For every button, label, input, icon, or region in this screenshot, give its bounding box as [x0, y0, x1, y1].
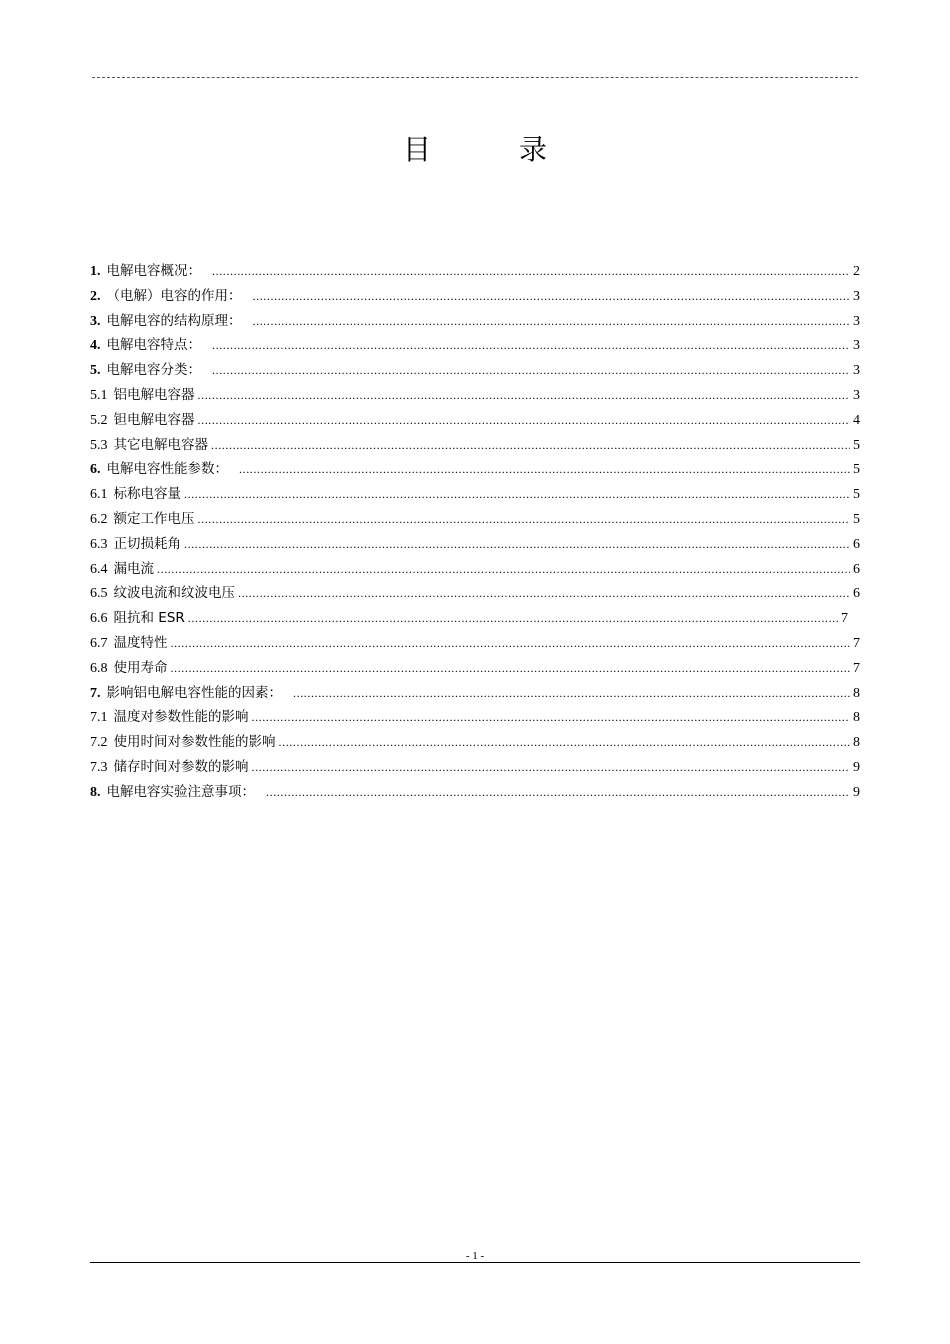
toc-dot-leader	[293, 684, 850, 702]
toc-entry-page: 5	[853, 437, 860, 453]
toc-entry-label: 漏电流	[113, 560, 154, 577]
toc-entry[interactable]	[90, 411, 860, 436]
toc-entry-number: 6.	[90, 462, 101, 478]
toc-entry-label: 铝电解电容器	[113, 386, 195, 403]
toc-entry-label: 电解电容概况：	[106, 263, 201, 279]
toc-entry-page: 5	[853, 462, 860, 478]
toc-dot-leader	[184, 485, 850, 503]
toc-entry-number: 2.	[90, 288, 101, 304]
toc-entry[interactable]	[90, 312, 860, 337]
toc-entry[interactable]	[90, 584, 860, 609]
toc-entry-page: 6	[853, 536, 860, 552]
toc-dot-leader	[184, 535, 850, 553]
toc-entry-label: 额定工作电压	[113, 510, 195, 527]
toc-entry-page: 3	[853, 387, 860, 403]
footer-rule	[90, 1262, 860, 1263]
toc-entry[interactable]	[90, 560, 860, 585]
toc-entry-label: 使用寿命	[113, 659, 168, 676]
toc-entry[interactable]	[90, 287, 860, 312]
toc-entry-page: 3	[853, 288, 860, 304]
toc-entry[interactable]	[90, 758, 860, 783]
toc-entry[interactable]	[90, 436, 860, 461]
toc-entry[interactable]	[90, 361, 860, 386]
toc-entry-page: 7	[841, 611, 848, 627]
toc-entry-page: 7	[853, 660, 860, 676]
toc-entry[interactable]	[90, 336, 860, 361]
toc-entry-number: 6.3	[90, 536, 108, 552]
toc-entry-number: 4.	[90, 338, 101, 354]
toc-entry-page: 8	[853, 735, 860, 751]
toc-entry-label: 电解电容性能参数：	[106, 461, 228, 478]
table-of-contents	[90, 262, 860, 808]
toc-entry-page: 8	[853, 710, 860, 726]
toc-entry[interactable]	[90, 783, 860, 808]
toc-entry-page: 6	[853, 586, 860, 602]
toc-dot-leader	[171, 659, 851, 677]
toc-entry-page: 5	[853, 487, 860, 503]
toc-entry[interactable]	[90, 485, 860, 510]
toc-dot-leader	[212, 336, 850, 354]
toc-entry-page: 3	[853, 338, 860, 354]
toc-dot-leader	[212, 262, 850, 280]
toc-dot-leader	[238, 584, 850, 602]
toc-entry[interactable]	[90, 733, 860, 758]
toc-entry-label: 使用时间对参数性能的影响	[113, 734, 276, 751]
toc-entry[interactable]	[90, 684, 860, 709]
toc-entry-label: 影响铝电解电容性能的因素：	[106, 684, 282, 701]
toc-entry-number: 7.	[90, 685, 101, 701]
toc-title: 目 录	[402, 133, 577, 166]
toc-entry[interactable]	[90, 708, 860, 733]
toc-entry-number: 5.3	[90, 437, 108, 453]
toc-entry-page: 3	[853, 363, 860, 379]
toc-dot-leader	[253, 312, 851, 330]
toc-dot-leader	[252, 758, 851, 776]
toc-entry-label: 电解电容分类：	[106, 362, 201, 379]
toc-dot-leader	[253, 287, 851, 305]
toc-dot-leader	[198, 386, 851, 404]
toc-entry-page: 5	[853, 511, 860, 527]
toc-entry[interactable]	[90, 634, 860, 659]
toc-entry[interactable]	[90, 460, 860, 485]
toc-entry-page: 9	[853, 784, 860, 800]
toc-entry-label: 阻抗和 ESR	[113, 610, 185, 627]
toc-dot-leader	[212, 361, 850, 379]
toc-entry-number: 8.	[90, 784, 101, 800]
toc-entry-page: 4	[853, 412, 860, 428]
toc-entry-number: 7.3	[90, 759, 108, 775]
toc-entry[interactable]	[90, 659, 860, 684]
toc-entry-label: 电解电容的结构原理：	[106, 312, 242, 329]
toc-entry-label: 正切损耗角	[113, 535, 181, 552]
toc-entry-page: 9	[853, 759, 860, 775]
toc-entry-page: 3	[853, 313, 860, 329]
toc-dot-leader	[279, 733, 851, 751]
toc-dot-leader	[266, 783, 850, 801]
page-number-footer: - 1 -	[465, 1250, 485, 1262]
toc-entry[interactable]	[90, 609, 860, 634]
toc-entry-number: 5.1	[90, 387, 108, 403]
toc-entry-number: 6.5	[90, 586, 108, 602]
toc-dot-leader	[198, 411, 851, 429]
toc-entry-label: 电解电容实验注意事项：	[106, 783, 255, 800]
toc-entry-number: 6.6	[90, 611, 108, 627]
toc-dot-leader	[188, 609, 838, 627]
toc-entry-label: 温度对参数性能的影响	[113, 709, 249, 726]
toc-entry-page: 8	[853, 685, 860, 701]
toc-entry-label: （电解）电容的作用：	[106, 287, 242, 304]
toc-entry-number: 5.	[90, 363, 101, 379]
toc-entry-label: 钽电解电容器	[113, 411, 195, 428]
toc-entry-number: 6.1	[90, 487, 108, 503]
toc-entry-number: 7.2	[90, 735, 108, 751]
toc-entry-number: 6.8	[90, 660, 108, 676]
toc-entry-label: 其它电解电容器	[113, 436, 208, 453]
toc-entry[interactable]	[90, 510, 860, 535]
toc-entry-number: 7.1	[90, 710, 108, 726]
toc-dot-leader	[157, 560, 850, 578]
toc-entry-label: 温度特性	[113, 634, 168, 651]
header-dashed-rule	[92, 77, 858, 78]
toc-entry-number: 6.2	[90, 511, 108, 527]
toc-entry-number: 3.	[90, 313, 101, 329]
toc-entry[interactable]	[90, 262, 860, 287]
toc-entry-number: 5.2	[90, 412, 108, 428]
toc-entry-number: 1.	[90, 264, 101, 279]
toc-dot-leader	[198, 510, 851, 528]
toc-dot-leader	[211, 436, 850, 454]
toc-entry-label: 纹波电流和纹波电压	[113, 585, 235, 602]
toc-entry-number: 6.4	[90, 561, 108, 577]
toc-entry-label: 储存时间对参数的影响	[113, 758, 249, 775]
toc-entry-number: 6.7	[90, 635, 108, 651]
toc-entry-label: 电解电容特点：	[106, 337, 201, 354]
toc-entry[interactable]	[90, 535, 860, 560]
toc-entry-label: 标称电容量	[113, 486, 181, 503]
toc-entry-page: 2	[853, 264, 860, 279]
toc-entry-page: 6	[853, 561, 860, 577]
toc-entry[interactable]	[90, 386, 860, 411]
toc-dot-leader	[171, 634, 851, 652]
toc-dot-leader	[252, 708, 851, 726]
toc-entry-page: 7	[853, 635, 860, 651]
toc-dot-leader	[239, 460, 850, 478]
